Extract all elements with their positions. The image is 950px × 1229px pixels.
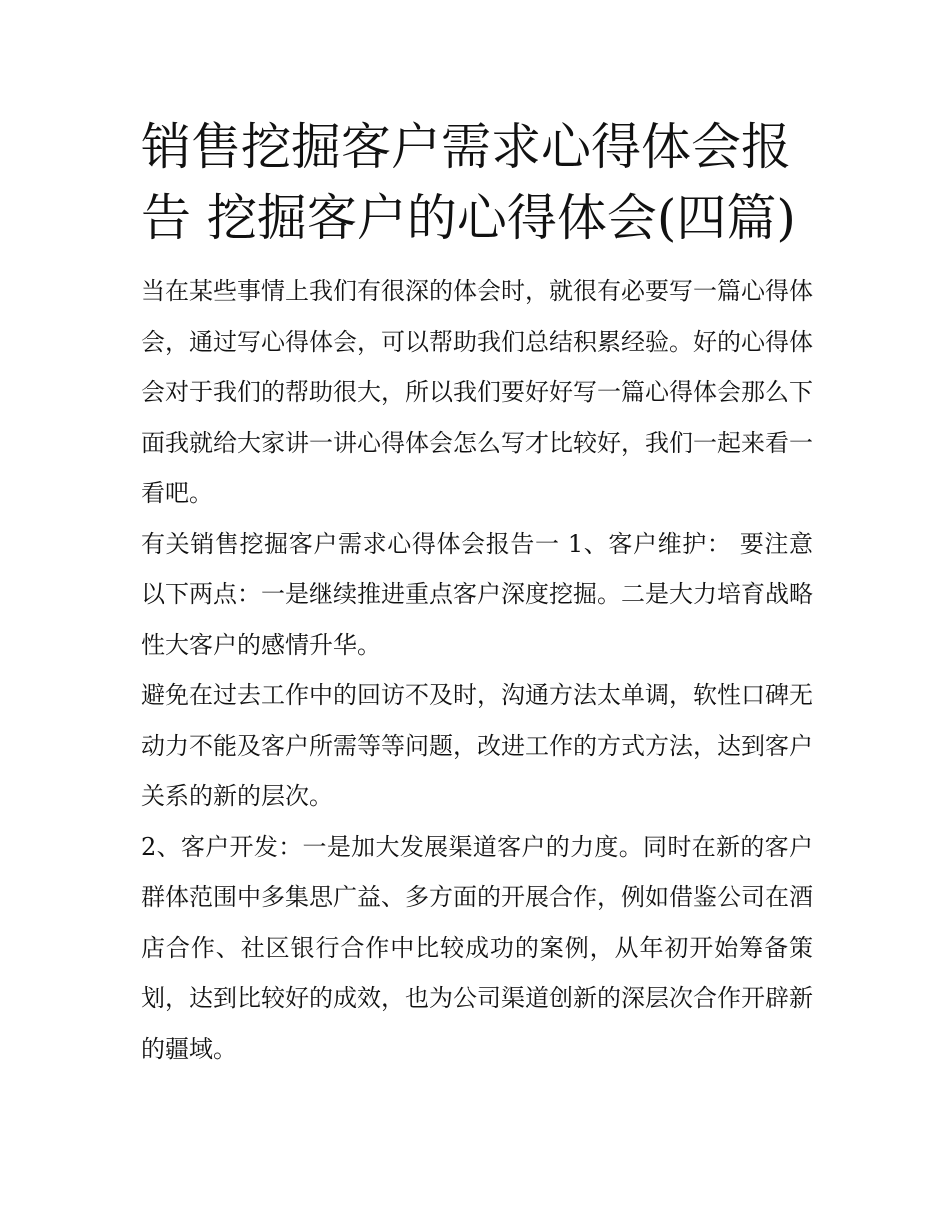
paragraph-customer-development: 2、客户开发：一是加大发展渠道客户的力度。同时在新的客户群体范围中多集思广益、多方面的开展合作，例如借鉴公司在酒店合作、社区银行合作中比较成功的案例，从年初开始筹备策划，达到比较好的成效，也为公司渠道创新的深层次合作开辟新的疆域。 [141, 832, 813, 1063]
paragraph-improvement: 避免在过去工作中的回访不及时，沟通方法太单调，软性口碑无动力不能及客户所需等等问题，改进工作的方式方法，达到客户关系的新的层次。 [141, 681, 813, 810]
document-page [141, 112, 813, 1074]
document-title: 销售挖掘客户需求心得体会报告 挖掘客户的心得体会(四篇) [141, 118, 796, 247]
paragraph-intro: 当在某些事情上我们有很深的体会时，就很有必要写一篇心得体会，通过写心得体会，可以帮助我们总结积累经验。好的心得体会对于我们的帮助很大，所以我们要好好写一篇心得体会那么下面我就给大家讲一讲心得体会怎么写才比较好，我们一起来看一看吧。 [141, 277, 813, 507]
paragraph-customer-maintenance: 有关销售挖掘客户需求心得体会报告一 1、客户维护： 要注意以下两点：一是继续推进重点客户深度挖掘。二是大力培育战略性大客户的感情升华。 [141, 529, 813, 659]
document-body [141, 266, 813, 1074]
